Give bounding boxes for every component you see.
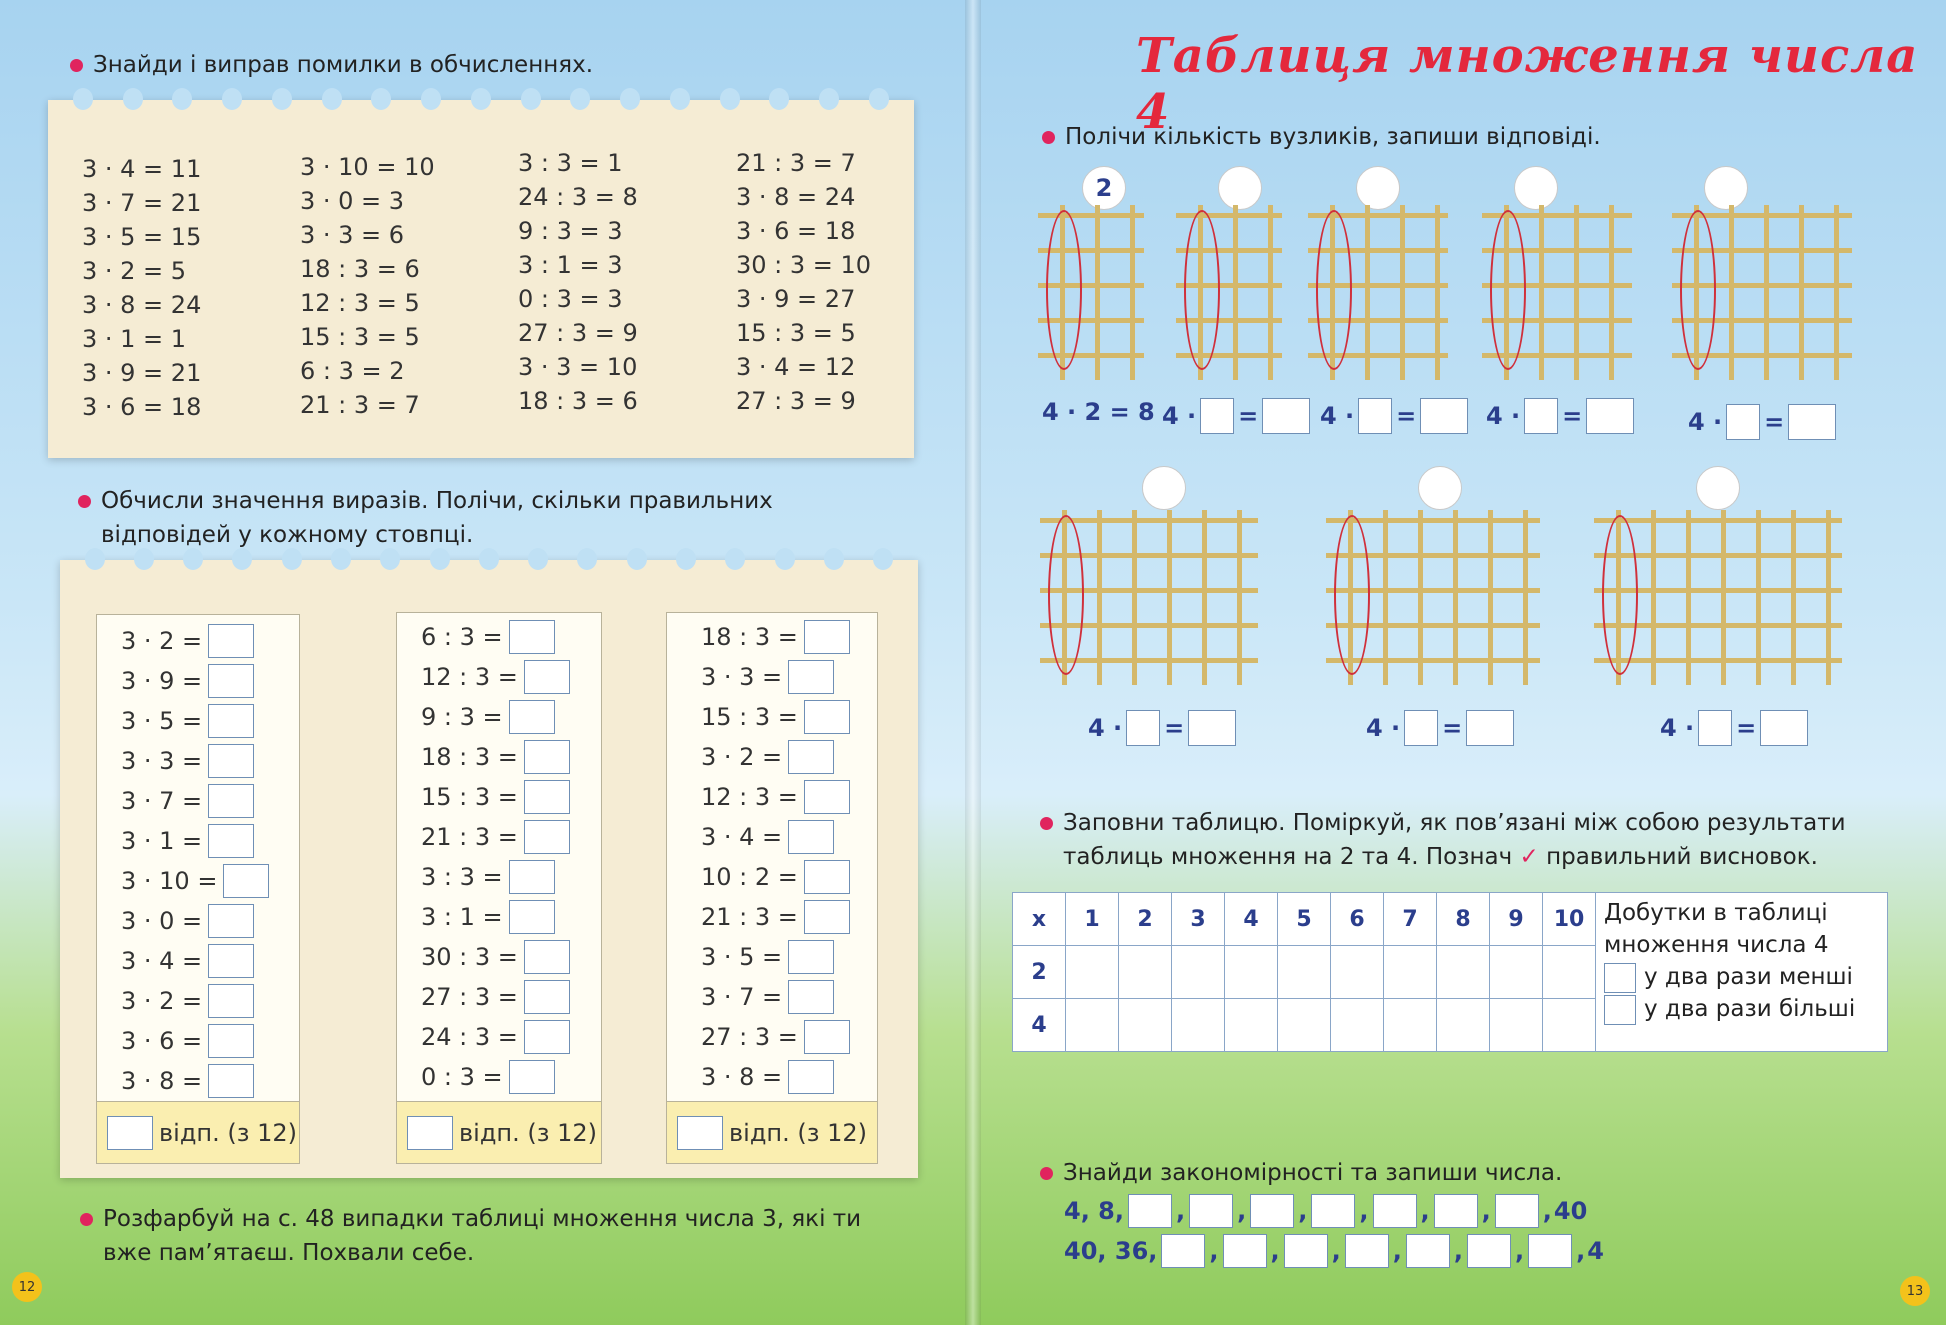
calc-item[interactable]: 3 · 8 = 24 xyxy=(736,183,856,211)
answer-box[interactable] xyxy=(524,940,570,974)
count-circle[interactable] xyxy=(1142,466,1186,510)
right-page xyxy=(976,0,1946,1325)
knot-net xyxy=(1482,205,1632,380)
compute-paper xyxy=(60,560,918,1178)
answer-box[interactable] xyxy=(223,864,269,898)
answer-box[interactable] xyxy=(509,1060,555,1094)
knot-net xyxy=(1326,510,1540,685)
column-oval xyxy=(1602,515,1638,675)
calc-item[interactable]: 15 : 3 = 5 xyxy=(736,319,856,347)
bullet-icon xyxy=(1040,817,1053,830)
answer-box[interactable] xyxy=(788,820,834,854)
answer-box[interactable] xyxy=(208,944,254,978)
answer-box[interactable] xyxy=(524,740,570,774)
answer-box[interactable] xyxy=(208,704,254,738)
page-number: 12 xyxy=(12,1272,42,1302)
answer-box[interactable] xyxy=(1420,398,1468,434)
answer-count-row: відп. (з 12) xyxy=(397,1101,601,1163)
calc-item[interactable]: 12 : 3 = 5 xyxy=(300,289,420,317)
column-oval xyxy=(1184,210,1220,370)
task-pattern: Знайди закономірності та запиши числа. xyxy=(1040,1156,1562,1190)
expr-column-3: 18 : 3 = 3 · 3 = 15 : 3 = 3 · 2 = 12 : 3 = 3 · 4 = 10 : 2 = 21 : 3 = 3 · 5 = 3 · 7 = 27 : 3 = 3 · 8 = відп. (з 12) xyxy=(666,612,878,1164)
errors-paper xyxy=(48,100,914,458)
bullet-icon xyxy=(1042,131,1055,144)
count-circle[interactable] xyxy=(1514,166,1558,210)
answer-box[interactable] xyxy=(1586,398,1634,434)
answer-box[interactable] xyxy=(524,980,570,1014)
task-find-errors: Знайди і виправ помилки в обчисленнях. xyxy=(70,48,593,82)
answer-box[interactable] xyxy=(1698,710,1732,746)
answer-box[interactable] xyxy=(509,700,555,734)
calc-item[interactable]: 30 : 3 = 10 xyxy=(736,251,872,279)
calc-item[interactable]: 3 · 1 = 1 xyxy=(82,325,187,353)
answer-box[interactable] xyxy=(208,904,254,938)
column-oval xyxy=(1048,515,1084,675)
answer-box[interactable] xyxy=(804,860,850,894)
left-page xyxy=(0,0,970,1325)
check-icon: ✓ xyxy=(1519,844,1539,870)
paper-holes xyxy=(70,548,908,570)
calc-item[interactable]: 3 · 3 = 10 xyxy=(518,353,638,381)
answer-box[interactable] xyxy=(524,1020,570,1054)
answer-box[interactable] xyxy=(1262,398,1310,434)
calc-item[interactable]: 3 : 1 = 3 xyxy=(518,251,623,279)
calc-item[interactable]: 0 : 3 = 3 xyxy=(518,285,623,313)
answer-box[interactable] xyxy=(804,1020,850,1054)
answer-box[interactable] xyxy=(1126,710,1160,746)
answer-box[interactable] xyxy=(1404,710,1438,746)
page-number: 13 xyxy=(1900,1276,1930,1306)
knot-net xyxy=(1594,510,1842,685)
expr-column-2: 6 : 3 = 12 : 3 = 9 : 3 = 18 : 3 = 15 : 3 = 21 : 3 = 3 : 3 = 3 : 1 = 30 : 3 = 27 : 3 = 24 : 3 = 0 : 3 = відп. (з 12) xyxy=(396,612,602,1164)
answer-box[interactable] xyxy=(1760,710,1808,746)
calc-item[interactable]: 21 : 3 = 7 xyxy=(300,391,420,419)
expr-column-1: 3 · 2 = 3 · 9 = 3 · 5 = 3 · 3 = 3 · 7 = 3 · 1 = 3 · 10 = 3 · 0 = 3 · 4 = 3 · 2 = 3 · 6 = 3 · 8 = відп. (з 12) xyxy=(96,614,300,1164)
answer-box[interactable] xyxy=(208,744,254,778)
answer-box[interactable] xyxy=(1466,710,1514,746)
answer-box[interactable] xyxy=(1788,404,1836,440)
count-circle[interactable] xyxy=(1704,166,1748,210)
checkbox-less[interactable] xyxy=(1604,963,1636,993)
calc-item[interactable]: 9 : 3 = 3 xyxy=(518,217,623,245)
bullet-icon xyxy=(1040,1167,1053,1180)
calc-item[interactable]: 27 : 3 = 9 xyxy=(736,387,856,415)
answer-box[interactable] xyxy=(208,664,254,698)
calc-item[interactable]: 18 : 3 = 6 xyxy=(518,387,638,415)
knot-net xyxy=(1040,510,1258,685)
count-box[interactable] xyxy=(107,1116,153,1150)
answer-box[interactable] xyxy=(804,900,850,934)
answer-box[interactable] xyxy=(1200,398,1234,434)
calc-item[interactable]: 3 · 3 = 6 xyxy=(300,221,405,249)
calc-item[interactable]: 3 · 5 = 15 xyxy=(82,223,202,251)
answer-box[interactable] xyxy=(1188,710,1236,746)
answer-box[interactable] xyxy=(509,620,555,654)
answer-box[interactable] xyxy=(788,740,834,774)
calc-column-2 xyxy=(300,150,435,422)
calc-item[interactable]: 3 · 4 = 12 xyxy=(736,353,856,381)
calc-column-4 xyxy=(736,146,871,418)
calc-item[interactable]: 3 : 3 = 1 xyxy=(518,149,623,177)
answer-box[interactable] xyxy=(1524,398,1558,434)
conclusion-cell: Добутки в таблиці множення числа 4 у два рази менші у два рази більші xyxy=(1596,893,1888,1052)
paper-holes xyxy=(58,88,904,110)
calc-item[interactable]: 3 · 9 = 21 xyxy=(82,359,202,387)
answer-box[interactable] xyxy=(804,620,850,654)
count-circle[interactable] xyxy=(1218,166,1262,210)
column-oval xyxy=(1046,210,1082,370)
answer-box[interactable] xyxy=(208,1064,254,1098)
task-color: Розфарбуй на с. 48 випадки таблиці множення числа 3, які ти вже пам’ятаєш. Похвали себе. xyxy=(80,1202,900,1270)
answer-box[interactable] xyxy=(788,980,834,1014)
calc-item[interactable]: 27 : 3 = 9 xyxy=(518,319,638,347)
count-circle[interactable] xyxy=(1696,466,1740,510)
column-oval xyxy=(1334,515,1370,675)
answer-box[interactable] xyxy=(208,624,254,658)
answer-box[interactable] xyxy=(524,820,570,854)
equation: 4 · = xyxy=(1688,404,1836,440)
answer-box[interactable] xyxy=(509,860,555,894)
answer-box[interactable] xyxy=(1726,404,1760,440)
calc-item[interactable]: 21 : 3 = 7 xyxy=(736,149,856,177)
calc-item[interactable]: 3 · 10 = 10 xyxy=(300,153,435,181)
knot-net xyxy=(1176,205,1282,380)
calc-item[interactable]: 3 · 0 = 3 xyxy=(300,187,405,215)
answer-box[interactable] xyxy=(524,660,570,694)
equation: 4 · = xyxy=(1088,710,1236,746)
answer-box[interactable] xyxy=(208,984,254,1018)
count-box[interactable] xyxy=(407,1116,453,1150)
bullet-icon xyxy=(80,1213,93,1226)
answer-box[interactable] xyxy=(788,940,834,974)
column-oval xyxy=(1316,210,1352,370)
knot-net xyxy=(1672,205,1852,380)
sequence-2: 40, 36, , , , , , , , 4 xyxy=(1064,1234,1604,1268)
calc-item[interactable]: 3 · 6 = 18 xyxy=(82,393,202,421)
equation: 4 · = xyxy=(1366,710,1514,746)
calc-column-3 xyxy=(518,146,638,418)
calc-item[interactable]: 3 · 6 = 18 xyxy=(736,217,856,245)
calc-item[interactable]: 18 : 3 = 6 xyxy=(300,255,420,283)
equation: 4 · = xyxy=(1660,710,1808,746)
sequence-1: 4, 8, , , , , , , , 40 xyxy=(1064,1194,1587,1228)
answer-box[interactable] xyxy=(208,1024,254,1058)
answer-box[interactable] xyxy=(208,824,254,858)
calc-item[interactable]: 3 · 9 = 27 xyxy=(736,285,856,313)
equation-first: 4 · 2 = 8 xyxy=(1042,398,1155,426)
knot-net xyxy=(1308,205,1448,380)
answer-box[interactable] xyxy=(208,784,254,818)
answer-box[interactable] xyxy=(509,900,555,934)
page-title: Таблиця множення числа 4 xyxy=(1136,28,1919,140)
calc-item[interactable]: 3 · 4 = 11 xyxy=(82,155,202,183)
knot-net xyxy=(1038,205,1144,380)
bullet-icon xyxy=(78,495,91,508)
calc-item[interactable]: 24 : 3 = 8 xyxy=(518,183,638,211)
answer-box[interactable] xyxy=(788,660,834,694)
task-compute: Обчисли значення виразів. Полічи, скільки правильних відповідей у кожному стовпці. xyxy=(78,484,838,552)
column-oval xyxy=(1680,210,1716,370)
column-oval xyxy=(1490,210,1526,370)
calc-item[interactable]: 6 : 3 = 2 xyxy=(300,357,405,385)
answer-box[interactable] xyxy=(1358,398,1392,434)
calc-item[interactable]: 3 · 7 = 21 xyxy=(82,189,202,217)
task-count-knots: Полічи кількість вузликів, запиши відповіді. xyxy=(1042,120,1601,154)
count-circle[interactable] xyxy=(1356,166,1400,210)
task-fill-table: Заповни таблицю. Поміркуй, як пов’язані між собою результати таблиць множення на 2 та 4. Познач ✓ правильний висновок. xyxy=(1040,806,1900,874)
answer-box[interactable] xyxy=(804,780,850,814)
count-circle: 2 xyxy=(1082,166,1126,210)
answer-box[interactable] xyxy=(804,700,850,734)
calc-item[interactable]: 3 · 8 = 24 xyxy=(82,291,202,319)
count-circle[interactable] xyxy=(1418,466,1462,510)
bullet-icon xyxy=(70,59,83,72)
answer-box[interactable] xyxy=(788,1060,834,1094)
calc-column-1 xyxy=(82,152,201,424)
checkbox-more[interactable] xyxy=(1604,995,1636,1025)
answer-box[interactable] xyxy=(524,780,570,814)
equation: 4 · = xyxy=(1486,398,1634,434)
equation: 4 · = xyxy=(1162,398,1310,434)
count-box[interactable] xyxy=(677,1116,723,1150)
calc-item[interactable]: 15 : 3 = 5 xyxy=(300,323,420,351)
multiplication-table: x 1 2 3 4 5 6 7 8 9 10 Добутки в таблиці множення числа 4 у два рази менші у два рази більші 2 4 xyxy=(1012,892,1888,1052)
answer-count-row: відп. (з 12) xyxy=(667,1101,877,1163)
calc-item[interactable]: 3 · 2 = 5 xyxy=(82,257,187,285)
equation: 4 · = xyxy=(1320,398,1468,434)
answer-count-row: відп. (з 12) xyxy=(97,1101,299,1163)
